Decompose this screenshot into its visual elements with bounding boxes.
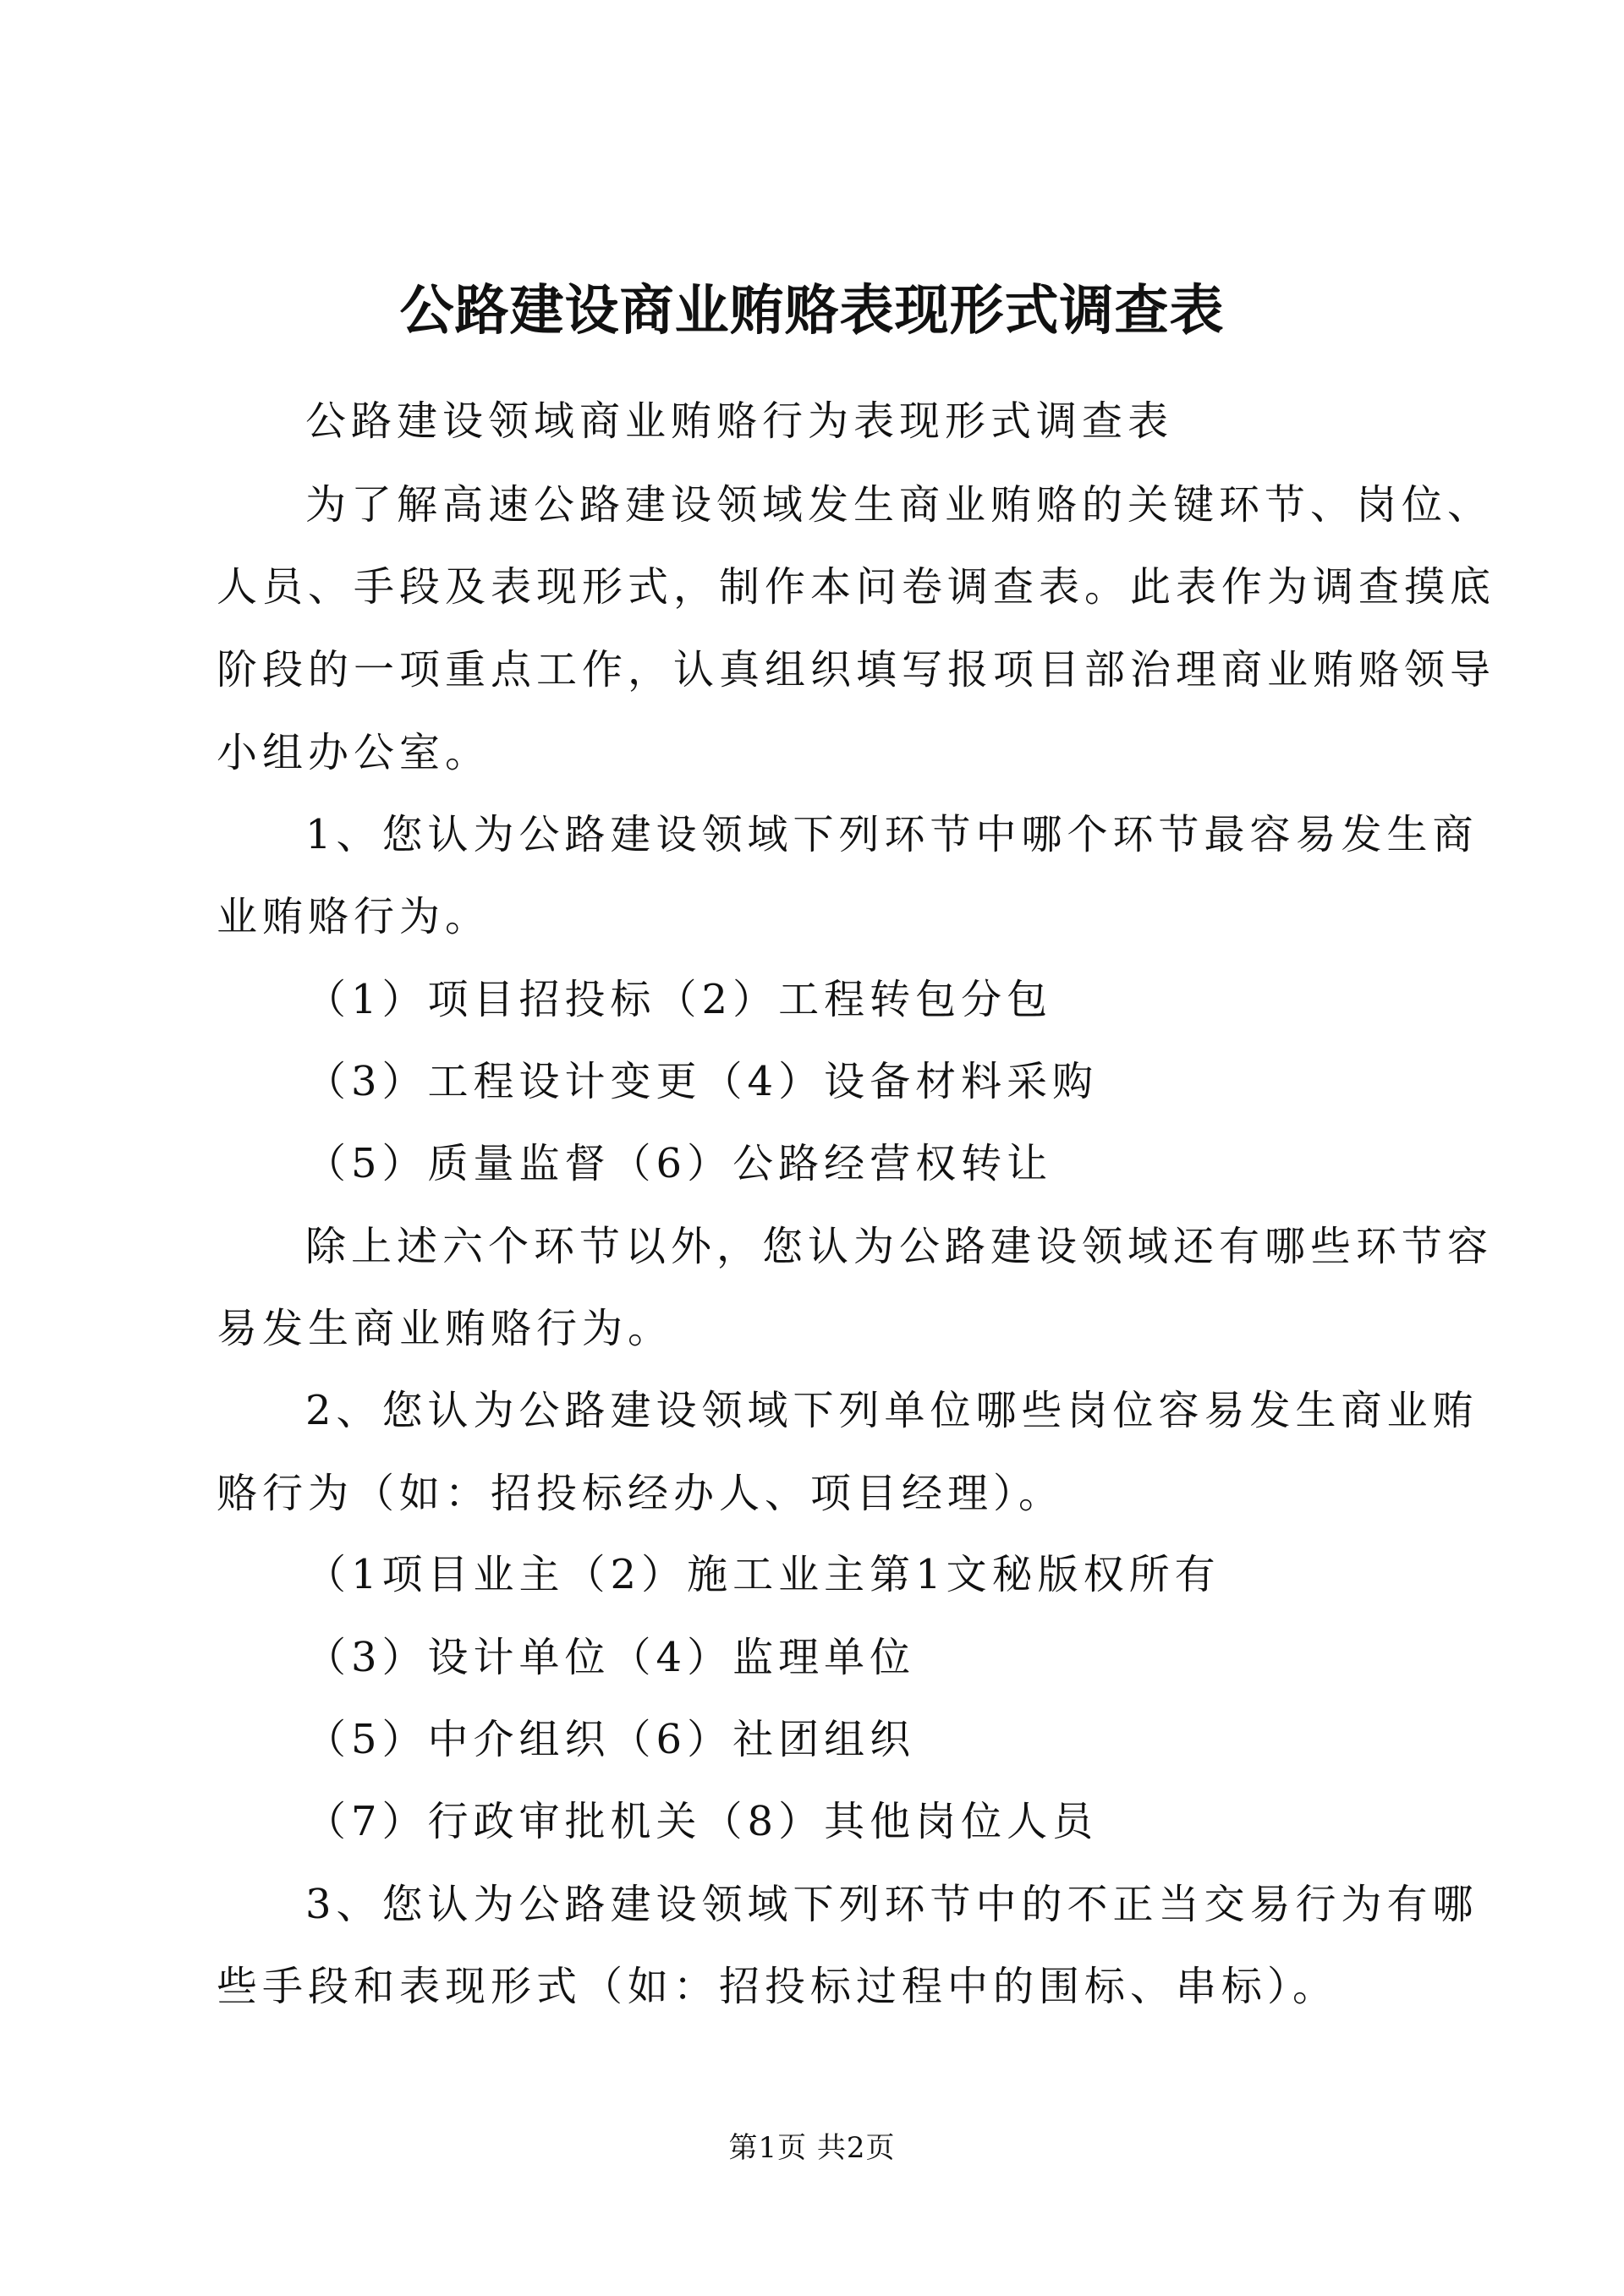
- intro-line-4: 小组办公室。: [217, 729, 491, 776]
- question-3-line-2: 些手段和表现形式（如：招投标过程中的围标、串标）。: [217, 1963, 1339, 2010]
- option-line: （7）行政审批机关（8）其他岗位人员: [305, 1798, 1099, 1845]
- option-line: （1）项目招投标（2）工程转包分包: [305, 976, 1053, 1023]
- option-line: （3）设计单位（4）监理单位: [305, 1634, 916, 1681]
- extra-question-line-1: 除上述六个环节以外，您认为公路建设领域还有哪些环节容: [305, 1223, 1494, 1270]
- option-line: （5）质量监督（6）公路经营权转让: [305, 1140, 1053, 1187]
- intro-line-1: 为了解高速公路建设领域发生商业贿赂的关键环节、岗位、: [305, 481, 1494, 529]
- option-line: （5）中介组织（6）社团组织: [305, 1716, 916, 1763]
- question-3-line-1: 3、您认为公路建设领域下列环节中的不正当交易行为有哪: [305, 1881, 1479, 1928]
- question-2-line-1: 2、您认为公路建设领域下列单位哪些岗位容易发生商业贿: [305, 1387, 1479, 1434]
- intro-line-3: 阶段的一项重点工作，认真组织填写报项目部治理商业贿赂领导: [217, 646, 1496, 693]
- intro-line-2: 人员、手段及表现形式，制作本问卷调查表。此表作为调查摸底: [217, 563, 1496, 611]
- option-line: （1项目业主（2）施工业主第1文秘版权所有: [305, 1551, 1221, 1598]
- page-footer: 第1页 共2页: [728, 2131, 896, 2165]
- question-1-line-2: 业贿赂行为。: [217, 893, 491, 940]
- question-1-line-1: 1、您认为公路建设领域下列环节中哪个环节最容易发生商: [305, 811, 1479, 858]
- extra-question-line-2: 易发生商业贿赂行为。: [217, 1305, 674, 1352]
- document-title: 公路建设商业贿赂表现形式调查表: [399, 279, 1225, 342]
- subtitle-line: 公路建设领域商业贿赂行为表现形式调查表: [305, 397, 1174, 445]
- option-line: （3）工程设计变更（4）设备材料采购: [305, 1058, 1099, 1105]
- question-2-line-2: 赂行为（如：招投标经办人、项目经理）。: [217, 1470, 1065, 1517]
